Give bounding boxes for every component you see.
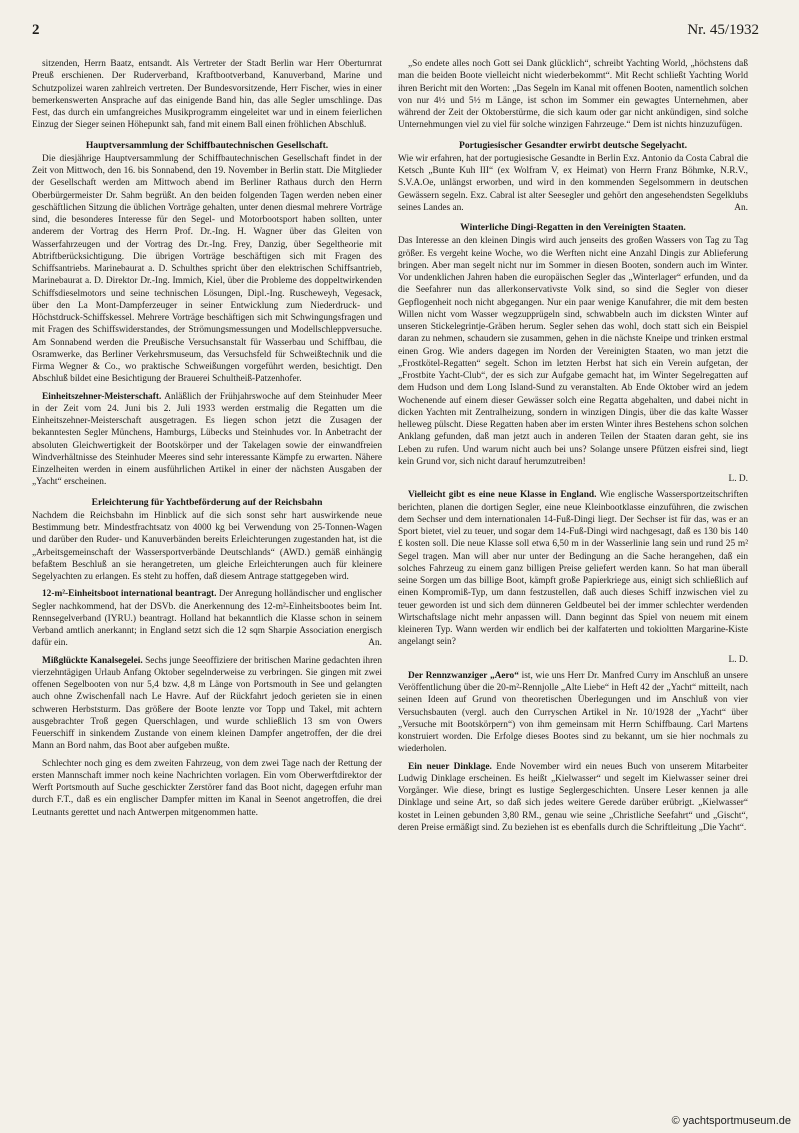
text-neue-klasse: Wie englische Wassersportzeitschriften berichten, planen die dortigen Segler, eine neue Kleinbootklasse einzuführen, die zwischen dem Sechser und dem internationalen 14-Fuß-Dingi liegt. Der Sechser ist für das, was er an Sport bietet, viel zu teuer, und sogar dem 14-Fuß-Dingi wird nachgesagt, daß es 130 bis 140 £ kosten soll. Die neue Klasse soll etwa 6,50 m in der Wasserlinie lang sein und rund 25 m² Segel tragen. Man will aber nur unter der Bedingung an die Sache herangehen, daß ein solches Fahrzeug zu einem ganz billigen Preise geliefert werden kann. So hat man überall seine Sorgen um das billige Boot, kämpft große Papierkriege aus, einigt sich schließlich auf einen Kompromiß-Typ, um dann festzustellen, daß auch dieses Schiff inzwischen viel zu teuer geworden ist und sich dem dünneren Geldbeutel bei der immer schlechter werdenden Wirtschaftslage nicht mehr anpassen will. Dann beginnt das Spiel von neuem mit einem kleineren Typ. Wann werden wir endlich bei der kalfaterten und tokioltten Margarine-Kiste angelangt sein? xyxy=(398,490,748,648)
signature-neue-klasse: L. D. xyxy=(728,654,748,665)
paragraph-rennzwanziger xyxy=(398,670,748,756)
lead-dinklage: Ein neuer Dinklage. xyxy=(408,761,492,772)
intro-paragraph-right: „So endete alles noch Gott sei Dank glücklich“, schreibt Yachting World, „höchstens daß man die beiden Boote vielleicht nicht wiederbekommt“. Mit Recht schließt Yachting World ihren Bericht mit den Worten: „Das Segeln im Kanal mit offenen Booten, namentlich solchen von nur 4½ und 5½ m Länge, ist schon im Sommer ein gewagtes Unternehmen, aber während der Zeit der Oktoberstürme, die sich kaum oder gar nicht ankündigen, sind solche Unternehmungen viel zu viel für solche winzigen Fahrzeuge.“ Dem ist nichts hinzuzufügen. xyxy=(398,59,748,131)
text-dinklage: Ende November wird ein neues Buch von unserem Mitarbeiter Ludwig Dinklage erscheinen. Es heißt „Kielwasser“ und segelt im Kielwasser seiner drei Vorgänger. Wie diese, bringt es lustige Seglergeschichten. Unsere Leser kennen ja alle Dinklage und seine Art, so daß sich jedes weitere Gerede darüber erübrigt. „Kielwasser“ kostet in Leinen gebunden 3,80 RM., genau wie seine „Christliche Seefahrt“ und „Gischt“, deren Preise ermäßigt sind. Zu beziehen ist es ebenfalls durch die Schriftleitung „Die Yacht“. xyxy=(398,761,748,833)
lead-12m-einheitsboot: 12-m²-Einheitsboot international beantragt. xyxy=(42,589,217,600)
lead-kanalsegelei: Mißglückte Kanalsegelei. xyxy=(42,655,143,666)
paragraph-einheitszehner xyxy=(32,391,382,489)
paragraph-winterliche-dingi: Das Interesse an den kleinen Dingis wird auch jenseits des großen Wassers von Tag zu Tag größer. Es vergeht keine Woche, wo die Werften nicht eine Anzahl Dingis zur Ablieferung bringen. Aber man segelt nicht nur im Sommer in diesen Booten, sondern auch im Winter. Vor undenklichen Jahren haben die europäischen Segler das „Winterlager“ erfunden, und da die Seefahrer nun das allerkonservativste Volk sind, so sind die Segler von dieser Gepflogenheit noch nicht abgegangen. Nur ein paar wenige Kanufahrer, die mit dem besten Willen nicht vom Wasser wegzupprügeln sind, schwabbeln auch im dicksten Winter auf unseren Stickelegrintje-Gräben herum. Segler sehen das wohl, doch statt sich ein Beispiel daran zu nehmen, schaudern sie zusammen, gehen in die nächste Kneipe und trinken erstmal einen Grog. Wie anders dagegen im Norden der Vereinigten Staaten, wo man jetzt die „Frostkötel-Regatten“ segelt. Schon im letzten Herbst hat sich ein Verein aufgetan, der „Frostbite Yacht-Club“, der es sich zur Aufgabe gemacht hat, im Winter Segelregatten auf dem Hudson und dem Long Island-Sund zu veranstalten. Ab Ende Oktober wird an jedem Wochenende auf einem dieser Gewässer solch eine Regatta abgehalten, und dabei nicht in dicken Yachten mit Zentralheizung, sondern in winzigen Dingis, über die das kalte Wasser helleweg pülscht. Diese Regatten haben aber im ersten Winter ihres Bestehens schon solchen Anklang gefunden, daß man jetzt auch in anderen Teilen der Staaten daran geht, sie ins Leben zu rufen. Und warum nicht auch bei uns? Solange unsere Pfützen eisfrei sind, liegt kein Grund vor, sich nicht darauf herumzutreiben! xyxy=(398,236,748,467)
signature-12m: An. xyxy=(368,638,382,649)
text-12m-einheitsboot: Der Anregung holländischer und englischer Segler nachkommend, hat der DSVb. die Anerkennung des 12-m²-Einheitsbootes beim Int. Rennsegelverband (IYRU.) beantragt. Holland hat bekanntlich die Klasse schon in seinem Verband amtlich anerkannt; in England setzt sich die 12 sqm Sharpie Association energisch dafür ein. xyxy=(32,589,382,649)
heading-hauptversammlung: Hauptversammlung der Schiffbautechnischen Gesellschaft. xyxy=(85,139,329,151)
heading-erleichterung: Erleichterung für Yachtbeförderung auf der Reichsbahn xyxy=(91,496,323,508)
paragraph-erleichterung: Nachdem die Reichsbahn im Hinblick auf die sich sonst sehr hart auswirkende neue Bestimmung betr. Mindestfrachtsatz von 4000 kg bei Verwendung von 25-Tonnen-Wagen und darüber den Ruder- und Kanuverbänden bereits Erleichterungen zugestanden hat, ist die „Arbeitsgemeinschaft der Wassersportverbände Deutschlands“ (AWD.) gemäß einhängig befaßtem Beschluß an sie herangetreten, um gleiche Erleichterungen auch für kleinere Segelyachten zu erlangen. Es steht zu hoffen, daß diesem Antrage stattgegeben wird. xyxy=(32,510,382,582)
copyright-watermark: © yachtsportmuseum.de xyxy=(671,1115,791,1127)
right-column xyxy=(398,58,748,839)
signature-winter: L. D. xyxy=(728,474,748,484)
page-number: 2 xyxy=(32,22,40,38)
paragraph-hauptversammlung: Die diesjährige Hauptversammlung der Schiffbautechnischen Gesellschaft findet in der Zeit von Mittwoch, den 16. bis Sonnabend, den 19. November in Berlin statt. Die Mitglieder der Gesellschaft werden am Mittwoch abend im Berliner Rathaus durch den Herrn Oberbürgermeister Dr. Sahm begrüßt. An den beiden folgenden Tagen werden neben einer geschäftlichen Sitzung die üblichen Vorträge gehalten, unter denen diesmal mehrere Vorträge sind, die besonderes Interesse für den Segel- und Motorbootsport haben sollten, unter anderem der Vortrag des Herrn Prof. Dr.-Ing. H. Wagner über das Gleiten von Wasserfahrzeugen und der Vortrag des Dr.-Ing. Frey, Danzig, über Segeltheorie mit Abtriftberücksichtigung. Die übrigen Vorträge beschäftigen sich mit Fragen des Schiffsantriebs. Marinebaurat a. D. Schulthes spricht über den elektrischen Schiffsantrieb, Marinebaurat a. D. Direktor Dr.-Ing. Immich, Kiel, über die Probleme des doppeltwirkenden Schiffsdieselmotors und seine technischen Lösungen, Dipl.-Ing. Ruscheweyh, Vegesack, über den La Mont-Dampferzeuger in seiner Entwicklung zum Niederdruck- und Höchstdruck-Schiffskessel. Mehrere Vorträge beschäftigen sich mit Schwingungsfragen und mit Fragen des Schiffswiderstandes, der Strömungsmessungen und Modellschleppversuche. Am Sonnabend werden die Preußische Versuchsanstalt für Wasserbau und Schiffbau, die Osramwerke, das Berliner Verkehrsmuseum, das Versuchsfeld für Schweißtechnik und die Firma Wegner & Co., wo praktische Schweißungen vorgeführt werden, besichtigt. Den Abschluß bildet eine Besichtigung der Brauerei Schultheiß-Patzenhofer. xyxy=(32,153,382,385)
paragraph-12m-einheitsboot xyxy=(32,588,382,649)
paragraph-portugiesischer-gesandter xyxy=(398,153,748,214)
lead-neue-klasse: Vielleicht gibt es eine neue Klasse in England. xyxy=(408,490,597,501)
text-kanalsegelei: Sechs junge Seeoffiziere der britischen Marine gedachten ihren vierzehntägigen Urlaub Anfang Oktober segelnderweise zu verbringen. Sie gingen mit zwei offenen Segelbooten von nur 5,4 bzw. 4,8 m Länge von Portsmouth in See und gelangten auch ohne Zwischenfall nach Le Havre. Auf der Rückfahrt jedoch gerieten sie in einen schweren Herbststurm. Das größere der Boote lenzte vor Topp und Takel, mit achtern ausgebrachter Troß gegen Querschlagen, und wurde schließlich 13 sm von Owers Feuerschiff in sinkendem Zustande von einem kleinen Dampfer angetroffen, der die drei Mann an Bord nahm, das Boot aber aufgeben mußte. xyxy=(32,655,382,752)
issue-number: Nr. 45/1932 xyxy=(687,22,759,38)
text-einheitszehner: Anläßlich der Frühjahrswoche auf dem Steinhuder Meer in der Zeit vom 24. Juni bis 2. Juli 1933 werden erstmalig die Regatten um die Einheitszehner-Meisterschaft ausgetragen. Es liegen schon jetzt die Zusagen der bekanntesten Segler Münchens, Hamburgs, Lübecks und Steinhudes vor. In Anbetracht der absoluten Gleichwertigkeit der Bootskörper und der Takelagen sowie der einwandfreien Windverhältnisse des Steinhuder Meeres sind sehr interessante Kämpfe zu erwarten. Nähere Einzelheiten werden in einem ausführlichen Artikel in einer der nächsten Ausgaben der „Yacht“ erscheinen. xyxy=(32,391,382,488)
heading-portugiesischer-gesandter: Portugiesischer Gesandter erwirbt deutsche Segelyacht. xyxy=(459,139,687,151)
paragraph-kanalsegelei-2: Schlechter noch ging es dem zweiten Fahrzeug, von dem zwei Tage nach der Rettung der ersten Mannschaft immer noch keine Nachrichten vorlagen. Ein vom Oberwerftdirektor der Werft Portsmouth auf Suche geschickter Zerstörer fand das Boot nicht, dagegen erfuhr man durch F.T., daß es ein englischer Dampfer mitten im Kanal in Seenot angetroffen, die drei Leutnants gerettet und nach Antwerpen mitgenommen hatte. xyxy=(32,758,382,818)
signature-port: An. xyxy=(734,202,748,213)
paragraph-dinklage xyxy=(398,761,748,835)
left-column xyxy=(32,58,382,824)
lead-rennzwanziger: Der Rennzwanziger „Aero“ xyxy=(408,670,519,681)
text-port: Wie wir erfahren, hat der portugiesische Gesandte in Berlin Exz. Antonio da Costa Cabral die Ketsch „Bunte Kuh III“ (ex Wolfram V, ex Heimat) von Herrn Franz Böhmke, N.R.V., S.V.A.Oe, unlängst erworben, und wird in den kommenden Segelsommern in deutschen Gewässern segeln. Exz. Cabral ist alter Seesegler und gehört den angesehendsten Segelklubs seines Landes an. xyxy=(398,153,748,213)
intro-paragraph: sitzenden, Herrn Baatz, entsandt. Als Vertreter der Stadt Berlin war Herr Oberturnrat Preuß erschienen. Der Ruderverband, Kraftbootverband, Kanuverband, Marine und Schutzpolizei waren zahlreich vertreten. Der Bundesvorsitzende, Herr Fischer, wies in einer bemerkenswerten Ansprache auf das einigende Band hin, das alle Segler umschlinge. Das Fest, das durch ein umfangreiches Musikprogramm eingeleitet war und in einem feierlichen Einzug der Sieger seinen Höhepunkt sah, fand mit einem Ball einen fröhlichen Abschluß. xyxy=(32,59,382,131)
paragraph-neue-klasse xyxy=(398,489,748,648)
lead-einheitszehner: Einheitszehner-Meisterschaft. xyxy=(42,391,162,402)
text-rennzwanziger: ist, wie uns Herr Dr. Manfred Curry im Anschluß an unsere Veröffentlichung über die 20-m²-Rennjolle „Alte Liebe“ in Heft 42 der „Yacht“ mitteilt, nach seinen Ideen auf Grund von theoretischen Überlegungen und im Anschluß von vier Versuchsbauten (vergl. auch den Curryschen Artikel in Nr. 10/1928 der „Yacht“ über „Versuche mit Bootskörpern“) von ihm gemeinsam mit Herrn Schiffbaung. Carl Martens konstruiert worden. Die Erfolge dieses Bootes sind zu bekannt, um sie hier nochmals zu wiederholen. xyxy=(398,670,748,755)
paragraph-kanalsegelei xyxy=(32,655,382,753)
heading-winterliche-dingi: Winterliche Dingi-Regatten in den Vereinigten Staaten. xyxy=(460,222,686,233)
